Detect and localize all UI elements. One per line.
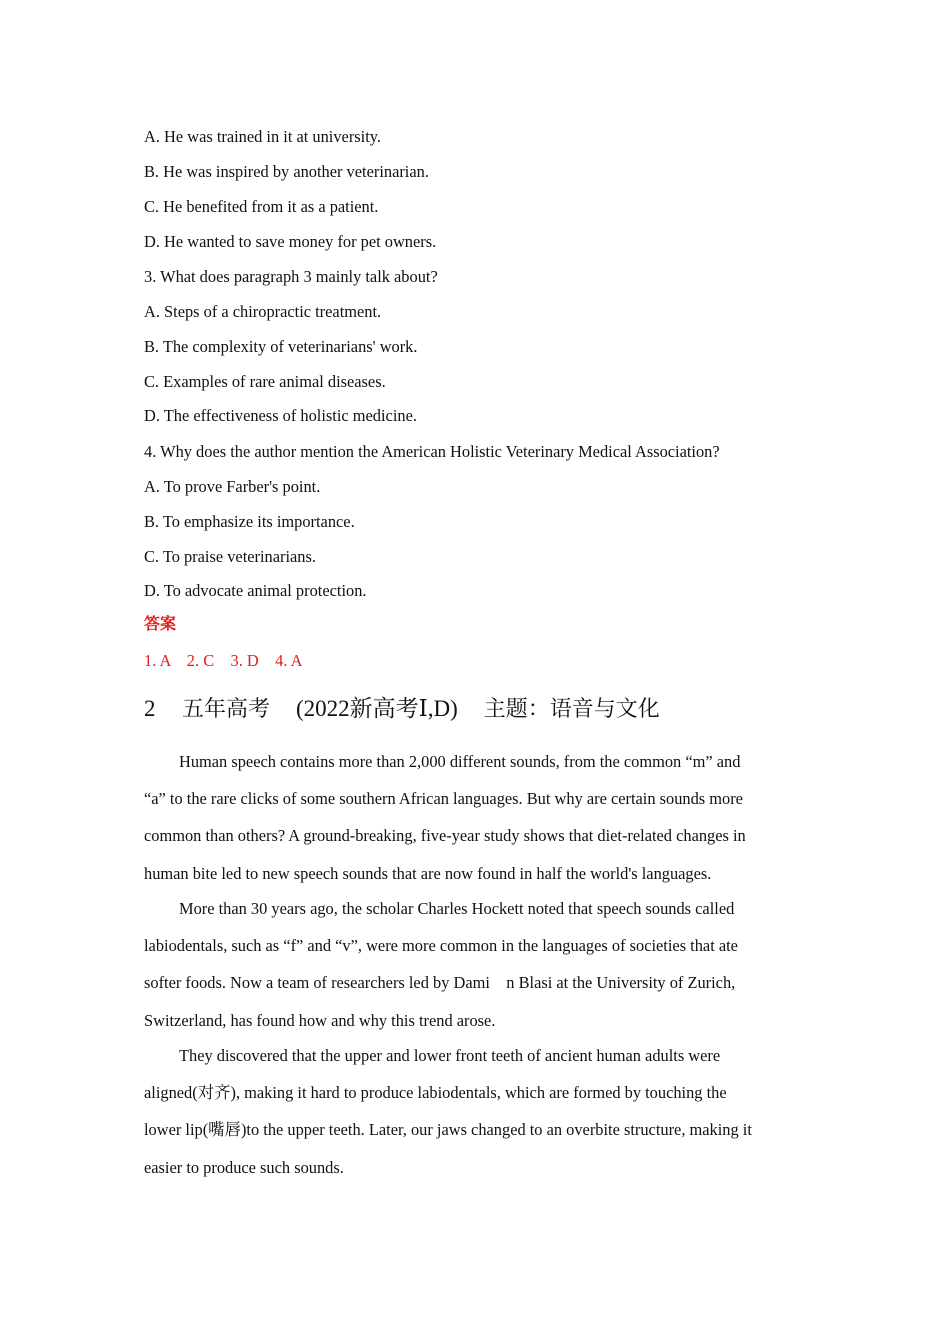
answer-label: 答案: [144, 616, 177, 633]
section-topic: 主题：语音与文化: [483, 697, 660, 722]
passage-line: They discovered that the upper and lower front teeth of ancient human adults were: [179, 1046, 721, 1065]
passage-line: More than 30 years ago, the scholar Charles Hockett noted that speech sounds called: [179, 899, 735, 918]
q3-option-c: C. Examples of rare animal diseases.: [144, 372, 386, 391]
passage-line: softer foods. Now a team of researchers led by Dami n Blasi at the University of Zurich,: [144, 973, 736, 992]
passage-line: aligned(对齐), making it hard to produce labiodentals, which are formed by touching the: [144, 1083, 727, 1102]
q4-option-b: B. To emphasize its importance.: [144, 512, 355, 531]
q2-option-c: C. He benefited from it as a patient.: [144, 197, 379, 216]
q2-option-b: B. He was inspired by another veterinarian.: [144, 162, 429, 181]
q2-option-a: A. He was trained in it at university.: [144, 127, 381, 146]
q4-option-d: D. To advocate animal protection.: [144, 581, 367, 600]
passage-line: common than others? A ground-breaking, five-year study shows that diet-related changes in: [144, 826, 746, 845]
passage-line: lower lip(嘴唇)to the upper teeth. Later, our jaws changed to an overbite structure, making it: [144, 1120, 752, 1139]
q3-option-a: A. Steps of a chiropractic treatment.: [144, 302, 382, 321]
passage-line: easier to produce such sounds.: [144, 1158, 344, 1177]
q3-option-b: B. The complexity of veterinarians' work.: [144, 337, 418, 356]
section-heading: [144, 694, 660, 725]
answer-key: 1. A 2. C 3. D 4. A: [144, 651, 303, 670]
passage-line: Human speech contains more than 2,000 different sounds, from the common “m” and: [179, 752, 741, 771]
passage-line: labiodentals, such as “f” and “v”, were more common in the languages of societies that ate: [144, 936, 738, 955]
q4-option-c: C. To praise veterinarians.: [144, 547, 316, 566]
q3-question: 3. What does paragraph 3 mainly talk about?: [144, 267, 438, 286]
section-number: 2: [144, 696, 156, 721]
q2-option-d: D. He wanted to save money for pet owners.: [144, 232, 437, 251]
q4-option-a: A. To prove Farber's point.: [144, 477, 321, 496]
passage-line: “a” to the rare clicks of some southern African languages. But why are certain sounds more: [144, 789, 743, 808]
passage-line: human bite led to new speech sounds that are now found in half the world's languages.: [144, 864, 712, 883]
section-source: (2022新高考Ⅰ,D): [296, 696, 458, 721]
q3-option-d: D. The effectiveness of holistic medicine.: [144, 406, 417, 425]
passage-line: Switzerland, has found how and why this trend arose.: [144, 1011, 496, 1030]
section-title: 五年高考: [182, 697, 271, 722]
q4-question: 4. Why does the author mention the American Holistic Veterinary Medical Association?: [144, 442, 720, 461]
